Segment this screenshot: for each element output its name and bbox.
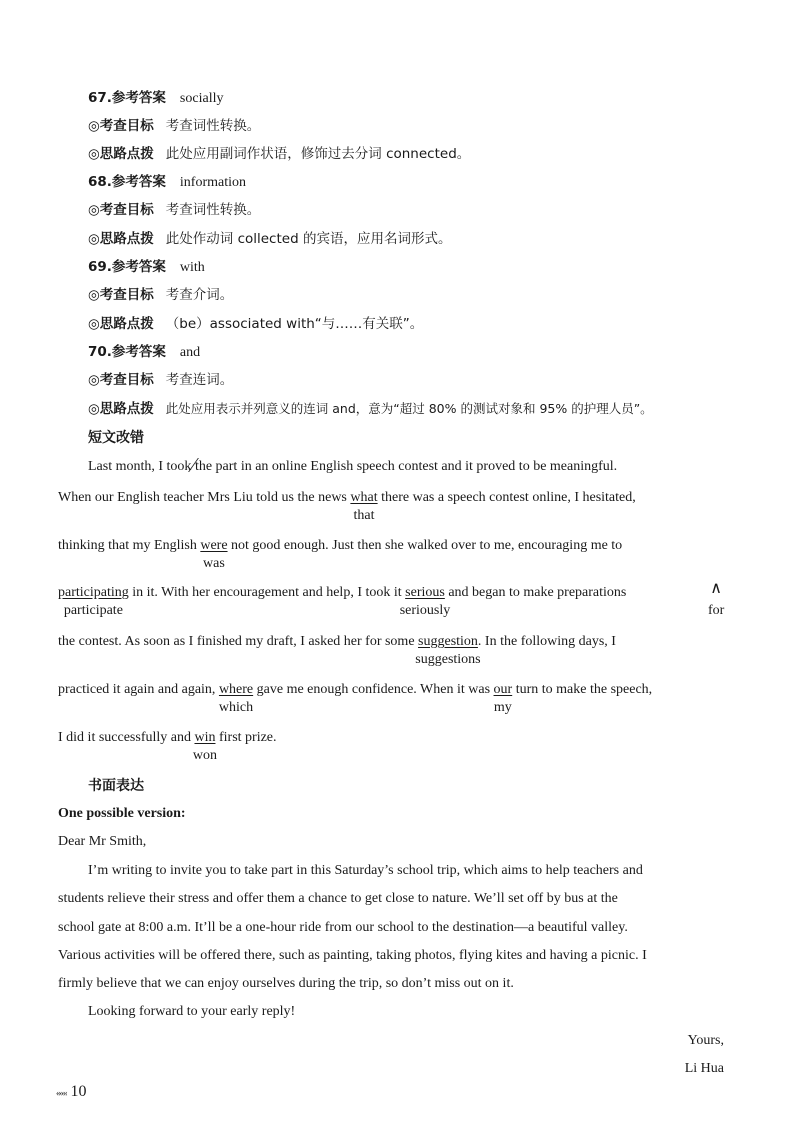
sign-off: Yours, <box>687 1033 724 1048</box>
text: Last month, I took <box>88 459 195 474</box>
answer-68 <box>88 172 246 193</box>
question-number: 70. <box>88 344 112 360</box>
text: part in an online English speech contest and it proved to be meaningful. <box>212 459 618 474</box>
hint-text: （be）associated with“与……有关联”。 <box>165 316 424 332</box>
correction-word: which <box>218 700 254 715</box>
text: thinking that my English <box>58 538 201 553</box>
answer-text: socially <box>179 91 224 106</box>
wrong-word: suggestion suggestions <box>418 632 478 652</box>
text: there was a speech contest online, I hesitated, <box>377 490 636 505</box>
wrong-word: participating participate <box>58 583 129 603</box>
text: the contest. As soon as I finished my draft, I asked her for some <box>58 634 419 649</box>
correction-word: was <box>203 556 225 571</box>
correction-line-1 <box>88 457 617 477</box>
page-number <box>56 1083 87 1101</box>
text: . In the following days, I <box>477 634 616 649</box>
answer-69 <box>88 257 205 278</box>
answer-text: and <box>179 345 201 360</box>
answer-text: with <box>179 260 205 275</box>
text: I did it successfully and <box>58 730 195 745</box>
text: not good enough. Just then she walked over to me, encouraging me to <box>227 538 623 553</box>
hint-text: 此处应用副词作状语，修饰过去分词 connected。 <box>165 146 471 162</box>
version-label: One possible version: <box>58 806 186 821</box>
answer-70 <box>88 342 200 363</box>
hint-label: ◎思路点拨 <box>88 231 154 247</box>
letter-line-1: I’m writing to invite you to take part in this Saturday’s school trip, which aims to help teachers and <box>88 863 643 878</box>
text: in it. With her encouragement and help, I took it <box>128 585 406 600</box>
wrong-word: our my <box>494 680 513 700</box>
correction-line-2 <box>58 488 636 523</box>
hint-69 <box>88 314 423 335</box>
signature-name: Li Hua <box>684 1061 724 1076</box>
greeting: Dear Mr Smith, <box>58 834 147 849</box>
correction-word: won <box>192 748 218 763</box>
text: When our English teacher Mrs Liu told us the news <box>58 490 351 505</box>
wrong-word: win won <box>194 728 215 748</box>
text: and began to make preparations <box>444 585 627 600</box>
closing-line: Looking forward to your early reply! <box>88 1004 296 1019</box>
correction-line-7 <box>58 728 277 763</box>
hint-label: ◎思路点拨 <box>88 146 154 162</box>
hint-67 <box>88 144 470 165</box>
hint-70 <box>88 399 653 420</box>
question-number: 69. <box>88 259 112 275</box>
text: first prize. <box>215 730 277 745</box>
text: practiced it again and again, <box>58 682 219 697</box>
section-heading-writing: 书面表达 <box>88 778 144 794</box>
correction-word: participate <box>63 603 123 618</box>
target-text: 考查词性转换。 <box>165 202 261 218</box>
insert-mark: ∧ for <box>710 579 722 600</box>
letter-line-4: Various activities will be offered there, such as painting, taking photos, flying kites and having a picnic. I <box>58 948 647 963</box>
correction-line-5 <box>58 632 616 667</box>
hint-label: ◎思路点拨 <box>88 316 154 332</box>
correction-word: suggestions <box>415 652 481 667</box>
wrong-word: where which <box>219 680 253 700</box>
question-number: 67. <box>88 90 112 106</box>
target-label: ◎考查目标 <box>88 372 154 388</box>
deleted-word: the <box>195 457 212 477</box>
letter-line-3: school gate at 8:00 a.m. It’ll be a one-hour ride from our school to the destination—a beautiful valley. <box>58 920 628 935</box>
correction-word: my <box>493 700 512 715</box>
text: turn to make the speech, <box>512 682 653 697</box>
reference-answer-label: 参考答案 <box>111 259 166 275</box>
target-text: 考查连词。 <box>165 372 234 388</box>
text: gave me enough confidence. When it was <box>253 682 494 697</box>
target-68 <box>88 200 260 221</box>
hint-text: 此处应用表示并列意义的连词 and，意为“超过 80% 的测试对象和 95% 的护理人员”。 <box>165 401 653 416</box>
letter-line-2: students relieve their stress and offer them a chance to get close to nature. We’ll set off by bus at the <box>58 891 618 906</box>
wrong-word: serious seriously <box>405 583 445 603</box>
wrong-word: were was <box>200 536 227 556</box>
target-70 <box>88 370 233 391</box>
question-number: 68. <box>88 174 112 190</box>
correction-word: seriously <box>399 603 451 618</box>
section-heading-correction: 短文改错 <box>88 430 144 446</box>
target-67 <box>88 116 260 137</box>
target-label: ◎考查目标 <box>88 202 154 218</box>
target-label: ◎考查目标 <box>88 118 154 134</box>
wrong-word: what that <box>350 488 377 508</box>
correction-line-4 <box>58 580 725 618</box>
target-label: ◎考查目标 <box>88 287 154 303</box>
hint-label: ◎思路点拨 <box>88 401 154 417</box>
page-number-text: 10 <box>70 1083 87 1100</box>
target-69 <box>88 285 233 306</box>
answer-67 <box>88 88 223 109</box>
correction-line-6 <box>58 680 653 715</box>
reference-answer-label: 参考答案 <box>111 344 166 360</box>
reference-answer-label: 参考答案 <box>111 90 166 106</box>
correction-line-3 <box>58 536 623 571</box>
target-text: 考查词性转换。 <box>165 118 261 134</box>
hint-68 <box>88 229 451 250</box>
inserted-word: for <box>707 603 725 618</box>
reference-answer-label: 参考答案 <box>111 174 166 190</box>
page-marks: ««« <box>56 1088 67 1098</box>
answer-text: information <box>179 175 247 190</box>
target-text: 考查介词。 <box>165 287 234 303</box>
correction-word: that <box>353 508 375 523</box>
hint-text: 此处作动词 collected 的宾语，应用名词形式。 <box>165 231 452 247</box>
letter-line-5: firmly believe that we can enjoy ourselves during the trip, so don’t miss out on it. <box>58 976 514 991</box>
